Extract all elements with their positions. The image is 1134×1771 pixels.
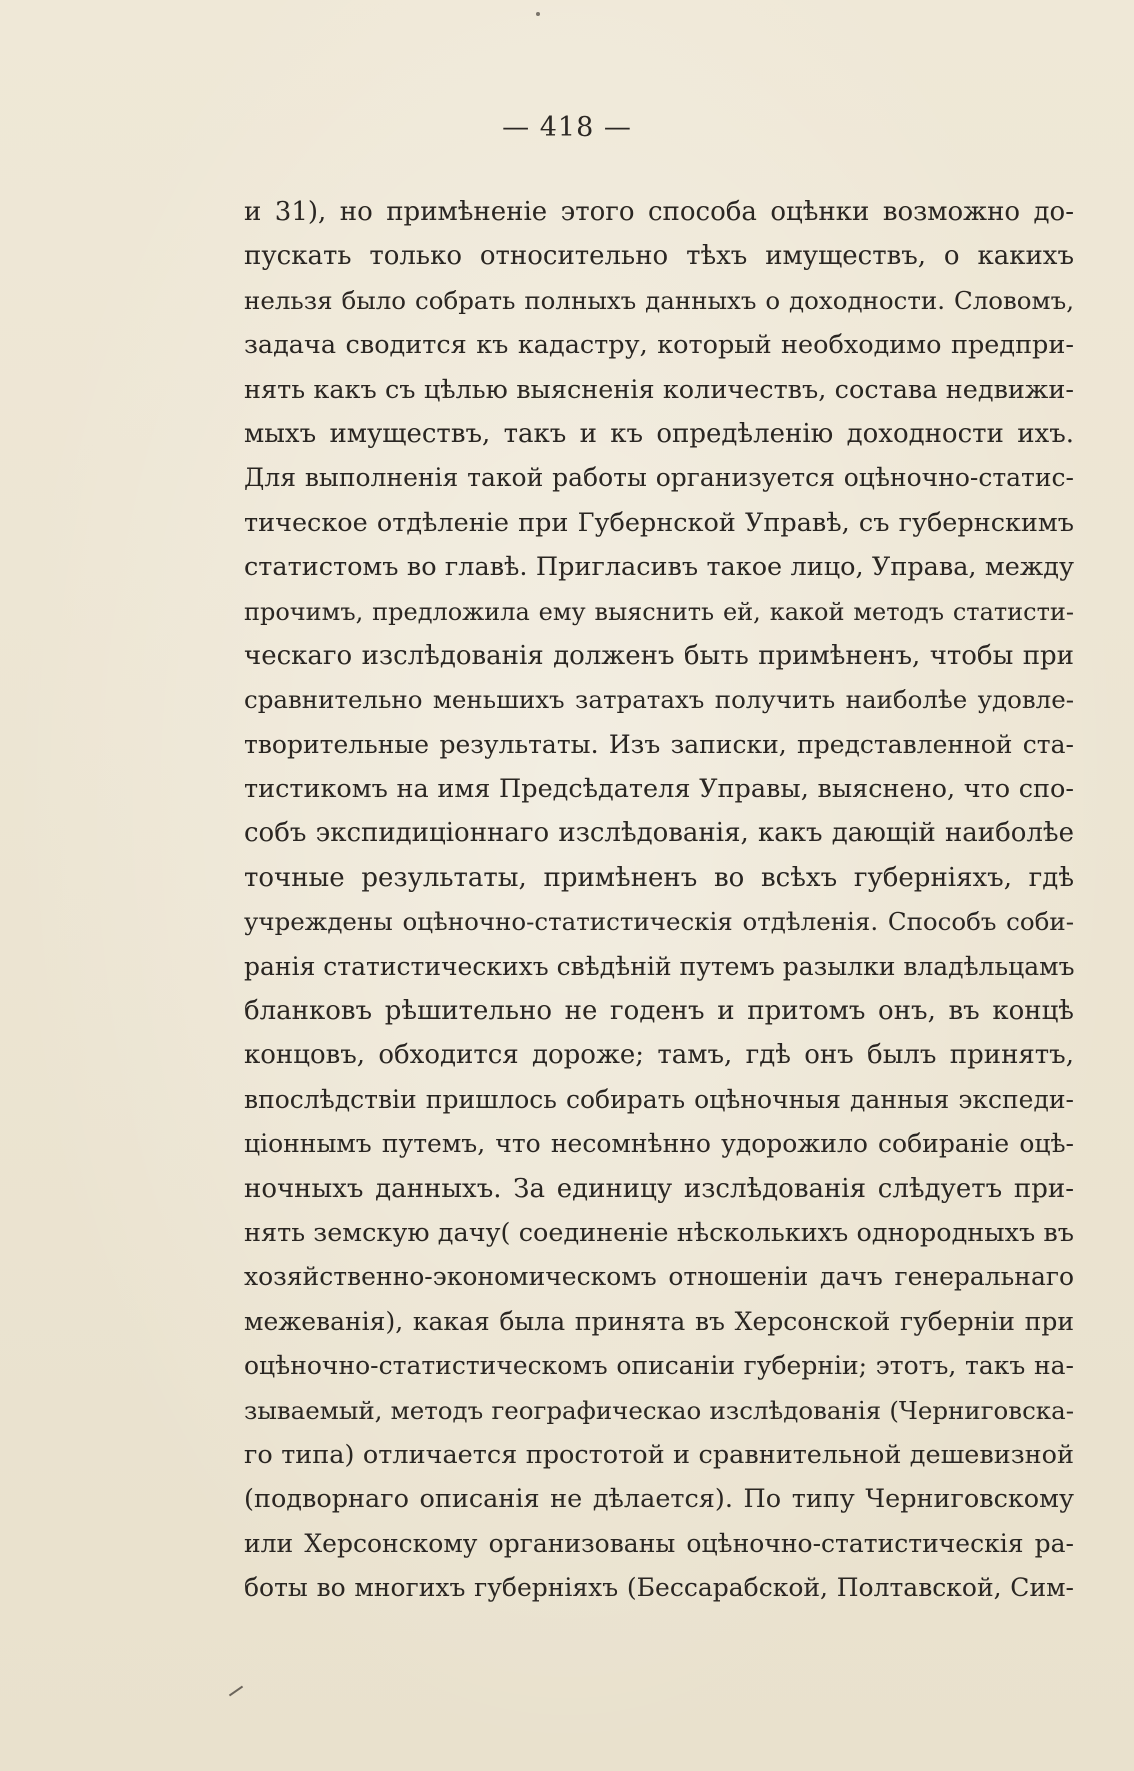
text-line: ночныхъ данныхъ. За единицу изслѣдованія слѣдуетъ при-: [244, 1173, 1074, 1204]
text-line: го типа) отличается простотой и сравнительной дешевизной: [244, 1439, 1074, 1470]
pencil-mark: [229, 1686, 243, 1697]
text-line: впослѣдствіи пришлось собирать оцѣночныя данныя экспеди-: [244, 1084, 1074, 1114]
text-line: прочимъ, предложила ему выяснить ей, какой методъ статисти-: [244, 597, 1074, 626]
text-line: точные результаты, примѣненъ во всѣхъ губерніяхъ, гдѣ: [244, 862, 1074, 893]
text-line: ціоннымъ путемъ, что несомнѣнно удорожило собираніе оцѣ-: [244, 1129, 1074, 1159]
text-line: тистикомъ на имя Предсѣдателя Управы, выяснено, что спо-: [244, 774, 1074, 805]
text-line: нять земскую дачу( соединеніе нѣсколькихъ однородныхъ въ: [244, 1217, 1074, 1248]
text-line: или Херсонскому организованы оцѣночно-статистическія ра-: [244, 1528, 1074, 1558]
page-number: — 418 —: [502, 112, 632, 143]
text-line: нельзя было собрать полныхъ данныхъ о доходности. Словомъ,: [244, 285, 1074, 315]
text-line: собъ экспидиціоннаго изслѣдованія, какъ дающій наиболѣе: [244, 818, 1074, 849]
text-line: хозяйственно-экономическомъ отношеніи дачъ генеральнаго: [244, 1262, 1074, 1292]
text-line: нять какъ съ цѣлью выясненія количествъ, состава недвижи-: [244, 374, 1074, 405]
text-line: статистомъ во главѣ. Пригласивъ такое лицо, Управа, между: [244, 552, 1074, 583]
body-text: [244, 190, 1074, 1611]
text-line: Для выполненія такой работы организуется оцѣночно-статис-: [244, 463, 1074, 493]
text-line: пускать только относительно тѣхъ имуществъ, о какихъ: [244, 241, 1074, 272]
text-line: зываемый, методъ географическао изслѣдованія (Черниговска-: [244, 1395, 1074, 1425]
text-line: и 31), но примѣненіе этого способа оцѣнки возможно до-: [244, 197, 1074, 227]
text-line: творительные результаты. Изъ записки, представленной ста-: [244, 729, 1074, 759]
text-line: сравнительно меньшихъ затратахъ получить наиболѣе удовле-: [244, 685, 1074, 715]
text-line: ческаго изслѣдованія долженъ быть примѣненъ, чтобы при: [244, 640, 1074, 671]
text-line: (подворнаго описанія не дѣлается). По типу Черниговскому: [244, 1484, 1074, 1515]
text-line: учреждены оцѣночно-статистическія отдѣленія. Способъ соби-: [244, 907, 1074, 937]
text-line: межеванія), какая была принята въ Херсонской губерніи при: [244, 1306, 1074, 1336]
text-line: бланковъ рѣшительно не годенъ и притомъ онъ, въ концѣ: [244, 996, 1074, 1027]
text-line: ранія статистическихъ свѣдѣній путемъ разылки владѣльцамъ: [244, 951, 1074, 981]
text-line: боты во многихъ губерніяхъ (Бессарабской, Полтавской, Сим-: [244, 1573, 1074, 1603]
text-line: задача сводится къ кадастру, который необходимо предпри-: [244, 330, 1074, 361]
text-line: оцѣночно-статистическомъ описаніи губерніи; этотъ, такъ на-: [244, 1351, 1074, 1381]
text-line: концовъ, обходится дороже; тамъ, гдѣ онъ былъ принятъ,: [244, 1040, 1074, 1071]
text-line: мыхъ имуществъ, такъ и къ опредѣленію доходности ихъ.: [244, 418, 1074, 449]
paper-speck: [536, 12, 540, 16]
text-line: тическое отдѣленіе при Губернской Управѣ, съ губернскимъ: [244, 507, 1074, 538]
